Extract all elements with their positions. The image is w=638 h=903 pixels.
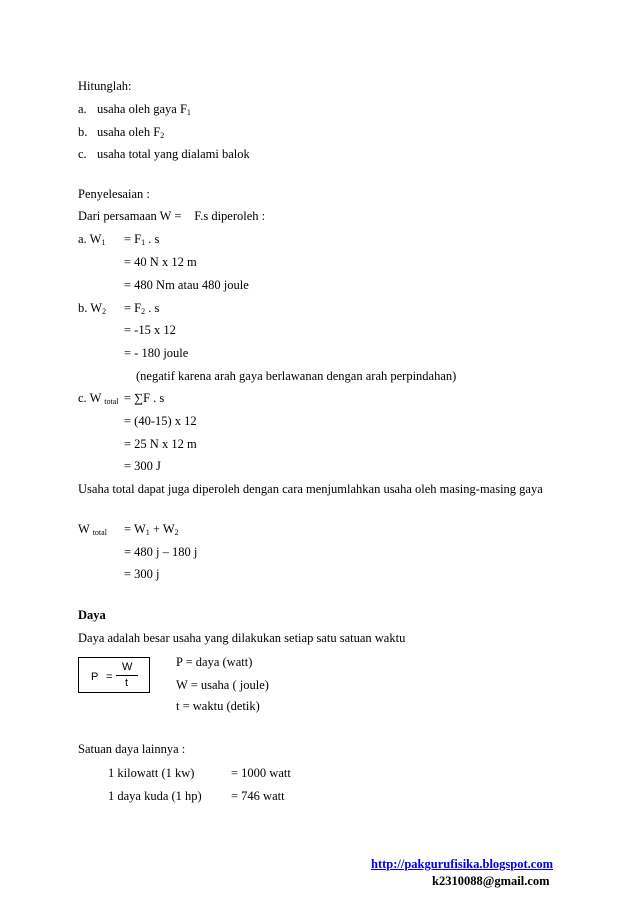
penyelesaian-intro: Dari persamaan W = F.s diperoleh : <box>78 209 256 223</box>
legend-line: t = waktu (detik) <box>176 699 260 713</box>
step-a-line: = 40 N x 12 m <box>124 255 197 269</box>
satuan-value: = 746 watt <box>231 789 285 803</box>
summary-text: Usaha total dapat juga diperoleh dengan cara menjumlahkan usaha oleh masing-masing gaya <box>78 482 543 496</box>
legend-line: P = daya (watt) <box>176 655 253 669</box>
subscript: 2 <box>160 131 165 140</box>
list-item <box>78 101 191 117</box>
step-b-label: b. $W_2$ <box>78 301 107 316</box>
footer-email: k2310088@gmail.com <box>432 874 550 888</box>
step-b-line: = $F_2$ . s <box>124 301 160 316</box>
step-a-label: a. $W_1$ <box>78 232 106 247</box>
step-c-line: = 25 N x 12 m <box>124 437 197 451</box>
step-c-line: = (40-15) x 12 <box>124 414 197 428</box>
legend-line: W = usaha ( joule) <box>176 678 269 692</box>
hitunglah-title: Hitunglah: <box>78 79 132 93</box>
formula-equals: = <box>106 671 113 683</box>
step-b-note: (negatif karena arah gaya berlawanan dengan arah perpindahan) <box>136 369 457 383</box>
satuan-value: = 1000 watt <box>231 766 291 780</box>
footer-blog-link[interactable]: http://pakgurufisika.blogspot.com <box>371 857 553 871</box>
list-marker: b. <box>78 125 88 139</box>
step-a-line: = $F_1$ . s <box>124 232 160 247</box>
daya-definition: Daya adalah besar usaha yang dilakukan setiap satu satuan waktu <box>78 631 406 645</box>
penyelesaian-title: Penyelesaian : <box>78 187 150 201</box>
satuan-unit: 1 daya kuda (1 hp) <box>108 789 202 803</box>
step-a-line: = 480 Nm atau 480 joule <box>124 278 249 292</box>
list-marker: a. <box>78 102 87 116</box>
step-c-label: c. W $_{total}$ <box>78 391 119 406</box>
w-total-line: = $W_1 + W_2$ <box>124 522 179 537</box>
satuan-title: Satuan daya lainnya : <box>78 742 186 756</box>
daya-heading: Daya <box>78 608 106 622</box>
fraction-line <box>116 675 138 676</box>
list-item <box>78 124 165 140</box>
formula-denominator: t <box>125 677 129 689</box>
subscript: 1 <box>186 108 191 117</box>
satuan-unit: 1 kilowatt (1 kw) <box>108 766 195 780</box>
step-c-line: = ∑F . s <box>124 391 165 405</box>
list-item-text: usaha oleh gaya F <box>97 102 187 116</box>
w-total-line: = 480 j – 180 j <box>124 545 198 559</box>
formula-p: P <box>91 671 99 683</box>
list-item-text: usaha total yang dialami balok <box>97 147 250 161</box>
w-total-label: W $_{total}$ <box>78 522 107 537</box>
step-c-line: = 300 J <box>124 459 161 473</box>
step-b-line: = -15 x 12 <box>124 323 176 337</box>
list-marker: c. <box>78 147 87 161</box>
list-item <box>78 146 250 162</box>
formula-numerator: W <box>122 661 133 673</box>
daya-formula-box <box>78 657 150 693</box>
list-item-text: usaha oleh F <box>97 125 161 139</box>
step-b-line: = - 180 joule <box>124 346 189 360</box>
w-total-line: = 300 j <box>124 567 160 581</box>
